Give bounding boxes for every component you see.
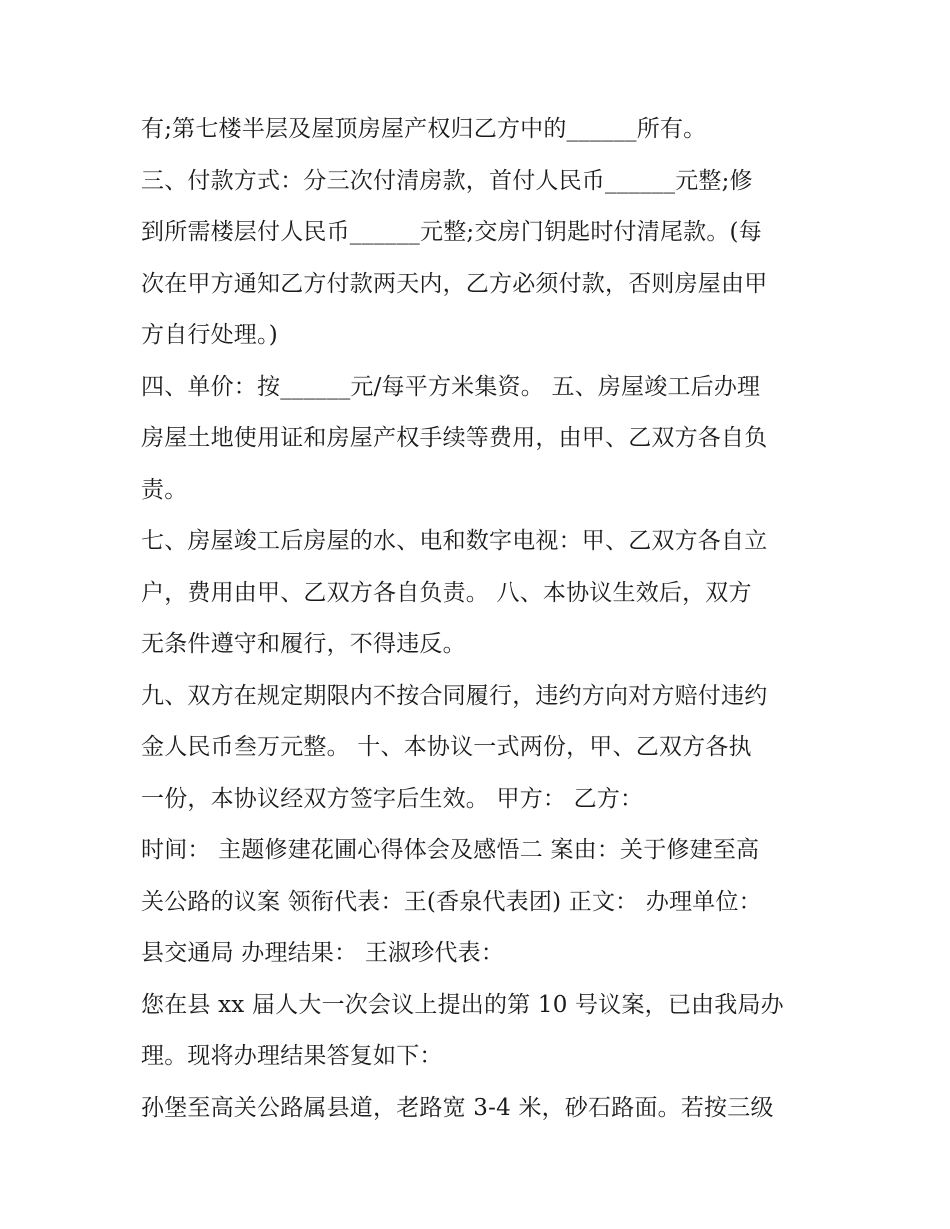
text-line: 有;第七楼半层及屋顶房屋产权归乙方中的______所有。 <box>141 116 707 142</box>
text-line: 方自行处理。) <box>141 322 278 348</box>
text-line: 县交通局 办理结果： 王淑珍代表： <box>141 940 505 966</box>
document-body <box>141 104 821 1134</box>
text-line: 九、双方在规定期限内不按合同履行，违约方向对方赔付违约 <box>141 682 768 709</box>
text-line: 无条件遵守和履行，不得违反。 <box>141 631 466 657</box>
text-line: 户，费用由甲、乙双方各自负责。 八、本协议生效后，双方 <box>141 579 752 606</box>
text-line: 三、付款方式：分三次付清房款，首付人民币______元整;修 <box>141 167 753 194</box>
text-line: 孙堡至高关公路属县道，老路宽 3-4 米，砂石路面。若按三级 <box>141 1094 774 1121</box>
text-line: 房屋土地使用证和房屋产权手续等费用，由甲、乙双方各自负 <box>141 425 768 451</box>
text-line: 金人民币叁万元整。 十、本协议一式两份，甲、乙双方各执 <box>141 734 752 760</box>
text-line: 一份，本协议经双方签字后生效。 甲方： 乙方： <box>141 785 644 812</box>
text-line: 次在甲方通知乙方付款两天内，乙方必须付款，否则房屋由甲 <box>141 270 768 297</box>
text-line: 四、单价：按______元/每平方米集资。 五、房屋竣工后办理 <box>141 373 761 400</box>
text-line: 时间： 主题修建花圃心得体会及感悟二 案由：关于修建至高 <box>141 837 760 863</box>
text-line: 到所需楼层付人民币______元整;交房门钥匙时付清尾款。(每 <box>141 219 762 245</box>
text-line: 您在县 xx 届人大一次会议上提出的第 10 号议案，已由我局办 <box>141 991 784 1018</box>
text-line: 责。 <box>141 476 188 503</box>
text-line: 关公路的议案 领衔代表：王(香泉代表团) 正文： 办理单位： <box>141 888 762 915</box>
text-line: 七、房屋竣工后房屋的水、电和数字电视：甲、乙双方各自立 <box>141 528 768 554</box>
text-line: 理。现将办理结果答复如下： <box>141 1043 443 1069</box>
